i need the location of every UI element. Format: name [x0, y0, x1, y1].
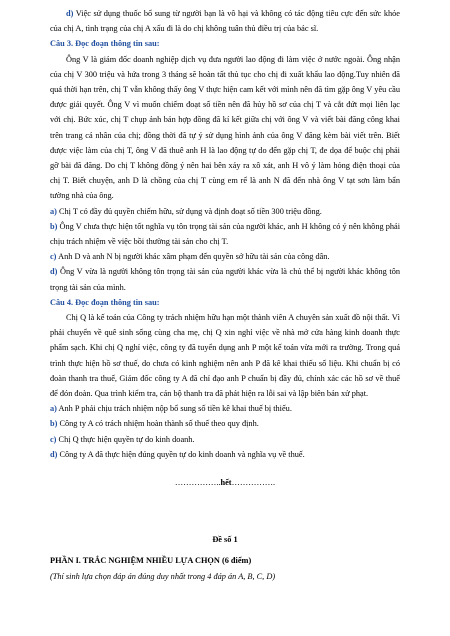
part-heading: PHẦN I. TRẮC NGHIỆM NHIỀU LỰA CHỌN (6 điểm) [50, 556, 252, 565]
option-text: Anh D và anh N bị người khác xâm phạm đến quyền sở hữu tài sản của công dân. [58, 252, 330, 262]
option-text: Việc sử dụng thuốc bổ sung từ người bạn là vô hại và không có tác động tiêu cực đến sức khỏe của chị A, tình trạng của chị A xấu đi là do chị không tuân thủ điều trị của bác sĩ. [50, 9, 400, 34]
q3-prev-option-d [50, 6, 400, 36]
option-label: d) [50, 267, 58, 277]
end-dots-left: …………….. [174, 478, 221, 488]
end-dots-right: ……………. [231, 478, 276, 488]
question-3-option-c [50, 249, 400, 264]
question-4-option-d [50, 447, 400, 462]
option-text: Công ty A có trách nhiệm hoàn thành số thuế theo quy định. [59, 419, 259, 429]
option-label: b) [50, 419, 58, 429]
option-text: Công ty A đã thực hiện đúng quyền tự do kinh doanh và nghĩa vụ về thuế. [59, 449, 305, 459]
option-label: a) [50, 206, 57, 216]
question-4-heading: Câu 4. Đọc đoạn thông tin sau: [50, 297, 160, 307]
option-label: d) [50, 449, 58, 459]
option-label: c) [50, 434, 57, 444]
option-label: d) [66, 9, 74, 18]
end-word: hết [220, 478, 232, 488]
option-text: Chị Q thực hiện quyền tự do kinh doanh. [58, 434, 195, 444]
question-3-option-b [50, 219, 400, 249]
question-3-option-a [50, 204, 400, 219]
question-3-passage: Ông V là giám đốc doanh nghiệp dịch vụ đưa người lao động đi làm việc ở nước ngoài. Ông nhận của chị V 300 triệu và hứa trong 3 tháng sẽ hoàn tất thủ tục cho chị đi xuất khẩu lao động.Tuy nhiên đã quá thời hạn trên, chị T vẫn không thấy ông V thực hiện cam kết với mình nên đã tìm gặp ông V yêu cầu được giải quyết. Ông V vì muốn chiếm đoạt số tiền nên đã hủy hồ sơ của chị T và cắt đứt mọi liên lạc với chị. Bức xúc, chị T chụp ảnh bản hợp đồng đã kí kết giữa chị với ông V và viết bài đăng công khai trên trang cá nhân của chị; đồng thời đã tự ý sử dụng hình ảnh của ông V đăng kèm bài viết trên. Biết được việc làm của chị T, ông V đã thuê anh H là lao động tự do đến gặp chị T, đe dọa để buộc chị phải gỡ bài đã đăng. Do chị T không đồng ý nên hai bên xảy ra xô xát, anh H vô ý làm hỏng điện thoại của chị T. Biết chuyện, anh D là chồng của chị T cùng em rể là anh N đã đến nhà ông V tạt sơn làm bẩn tường nhà của ông. [50, 54, 400, 201]
option-text: Anh P phải chịu trách nhiệm nộp bổ sung số tiền kê khai thuế bị thiếu. [58, 404, 292, 414]
question-4-passage: Chị Q là kế toán của Công ty trách nhiệm hữu hạn một thành viên A chuyên sản xuất đồ nội thất. Vì phải chuyển về quê sinh sống cùng cha mẹ, chị Q xin nghỉ việc về nhà mở cửa hàng kinh doanh thực phẩm sạch. Khi chị Q nghỉ việc, công ty đã tuyển dụng anh P một kế toán vừa mới ra trường. Trong quá trình thực hiện hồ sơ thuế, do chưa có kinh nghiệm nên anh P đã kê khai thiếu số liệu. Khi chuẩn bị có đoàn thanh tra thuế, Giám đốc công ty A đã chỉ đạo anh P chuẩn bị đầy đủ, chính xác các hồ sơ về thuế để đón đoàn. Qua trình kiểm tra, cán bộ thanh tra đã phát hiện ra lỗi sai và lập biên bản xử phạt. [50, 313, 400, 399]
end-marker [50, 475, 400, 490]
question-3-option-d [50, 264, 400, 294]
option-text: Chị T có đầy đủ quyền chiếm hữu, sử dụng và định đoạt số tiền 300 triệu đồng. [59, 206, 322, 216]
question-3-heading: Câu 3. Đọc đoạn thông tin sau: [50, 39, 160, 49]
option-label: b) [50, 221, 58, 231]
question-4-option-c [50, 432, 400, 447]
instruction-text: (Thí sinh lựa chọn đáp án đúng duy nhất trong 4 đáp án A, B, C, D) [50, 572, 276, 581]
option-label: c) [50, 252, 57, 262]
exam-title: Đề số 1 [212, 535, 238, 544]
question-4-option-a [50, 401, 400, 416]
option-text: Ông V vừa là người không tôn trọng tài sản của người khác vừa là chủ thể bị người khác không tôn trọng tài sản của mình. [50, 267, 400, 292]
question-4-option-b [50, 416, 400, 431]
option-label: a) [50, 404, 57, 414]
option-text: Ông V chưa thực hiện tốt nghĩa vụ tôn trọng tài sản của người khác, anh H không có ý nên không phải chịu trách nhiệm về việc bồi thường tài sản cho chị T. [50, 221, 401, 247]
